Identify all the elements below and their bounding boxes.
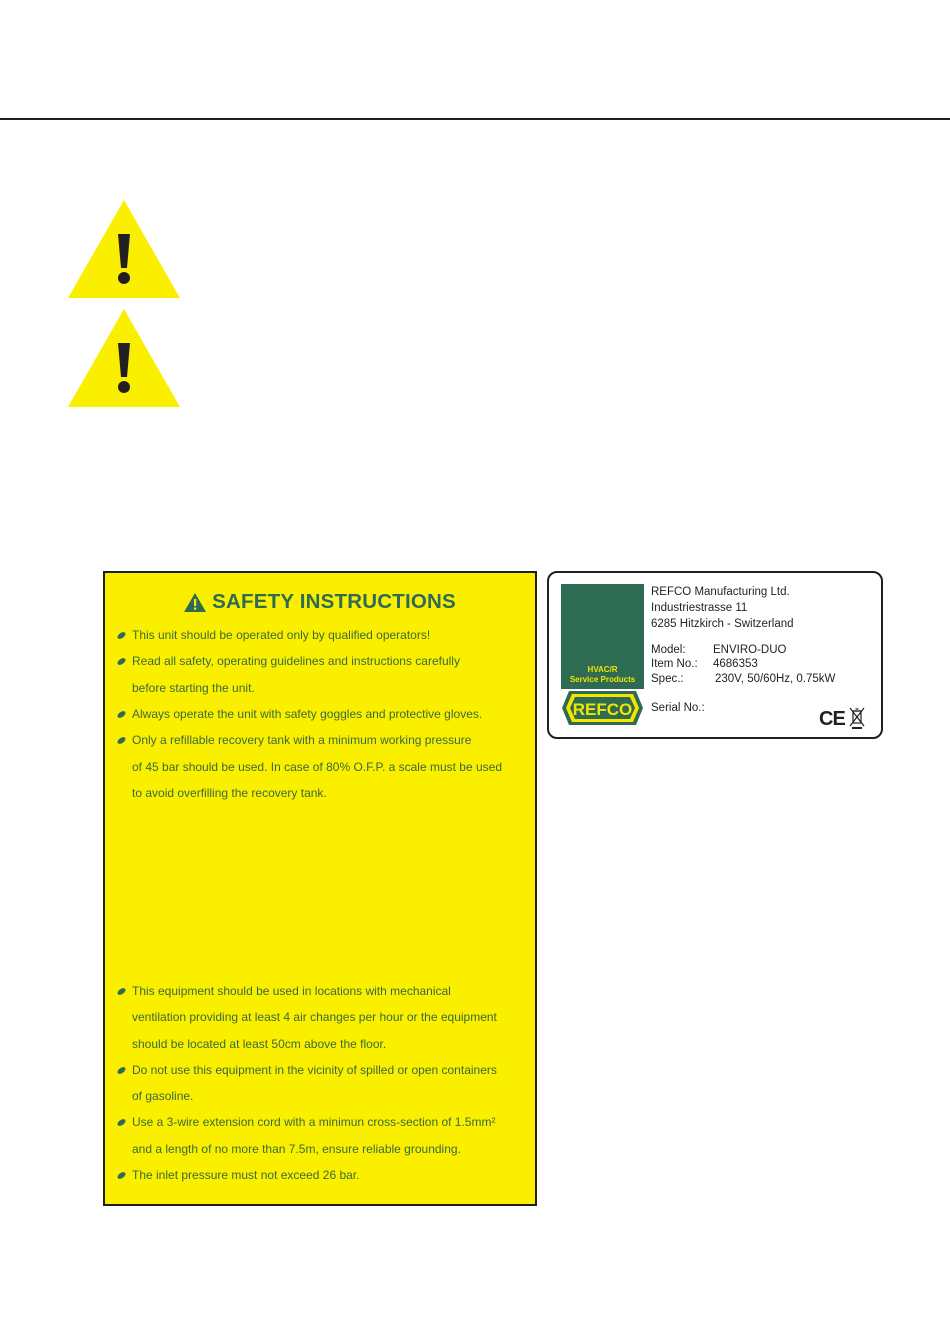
safety-line: Use a 3-wire extension cord with a minimun cross-section of 1.5mm² xyxy=(132,1115,496,1129)
safety-line: Only a refillable recovery tank with a minimum working pressure xyxy=(132,733,472,747)
safety-line: ventilation providing at least 4 air changes per hour or the equipment xyxy=(132,1010,497,1024)
item-value: 4686353 xyxy=(713,658,758,670)
spec-label: Spec.: xyxy=(651,673,684,685)
refco-badge-icon xyxy=(561,689,644,727)
safety-line: The inlet pressure must not exceed 26 bar. xyxy=(132,1168,360,1182)
leaf-bullet-icon xyxy=(117,632,126,639)
leaf-bullet-icon xyxy=(117,988,126,995)
warning-triangle-icon xyxy=(68,309,180,407)
product-nameplate xyxy=(547,571,883,739)
safety-line: Always operate the unit with safety goggles and protective gloves. xyxy=(132,707,483,721)
leaf-bullet-icon xyxy=(117,658,126,665)
crossed-bin-icon xyxy=(849,707,865,729)
safety-line: of 45 bar should be used. In case of 80% O.F.P. a scale must be used xyxy=(132,760,503,774)
header-rule xyxy=(0,118,950,120)
warning-triangle-icon xyxy=(68,200,180,298)
model-label: Model: xyxy=(651,644,686,656)
safety-line: before starting the unit. xyxy=(132,681,255,695)
safety-instructions-panel xyxy=(103,571,537,1206)
safety-line: of gasoline. xyxy=(132,1089,194,1103)
refco-logo xyxy=(561,584,644,729)
logo-tagline: Service Products xyxy=(569,675,636,684)
ce-mark: CE xyxy=(819,708,845,730)
safety-line: should be located at least 50cm above the floor. xyxy=(132,1037,387,1051)
company-name: REFCO Manufacturing Ltd. xyxy=(651,586,790,598)
spec-value: 230V, 50/60Hz, 0.75kW xyxy=(715,673,836,685)
leaf-bullet-icon xyxy=(117,1172,126,1179)
svg-text:REFCO: REFCO xyxy=(572,700,633,719)
safety-line: This equipment should be used in locations with mechanical xyxy=(132,984,451,998)
company-city: 6285 Hitzkirch - Switzerland xyxy=(651,618,794,630)
leaf-bullet-icon xyxy=(117,1067,126,1074)
leaf-bullet-icon xyxy=(117,1119,126,1126)
model-value: ENVIRO-DUO xyxy=(713,644,787,656)
safety-line: Do not use this equipment in the vicinity of spilled or open containers xyxy=(132,1063,497,1077)
safety-line: and a length of no more than 7.5m, ensure reliable grounding. xyxy=(132,1142,461,1156)
item-label: Item No.: xyxy=(651,658,698,670)
safety-title-text: SAFETY INSTRUCTIONS xyxy=(212,590,456,613)
logo-tagline: HVAC/R xyxy=(587,665,618,674)
leaf-bullet-icon xyxy=(117,737,126,744)
leaf-bullet-icon xyxy=(117,711,126,718)
safety-line: This unit should be operated only by qualified operators! xyxy=(132,628,431,642)
safety-line: Read all safety, operating guidelines and instructions carefully xyxy=(132,654,460,668)
safety-list xyxy=(105,573,535,1204)
company-street: Industriestrasse 11 xyxy=(651,602,748,614)
safety-line: to avoid overfilling the recovery tank. xyxy=(132,786,327,800)
serial-label: Serial No.: xyxy=(651,702,705,714)
